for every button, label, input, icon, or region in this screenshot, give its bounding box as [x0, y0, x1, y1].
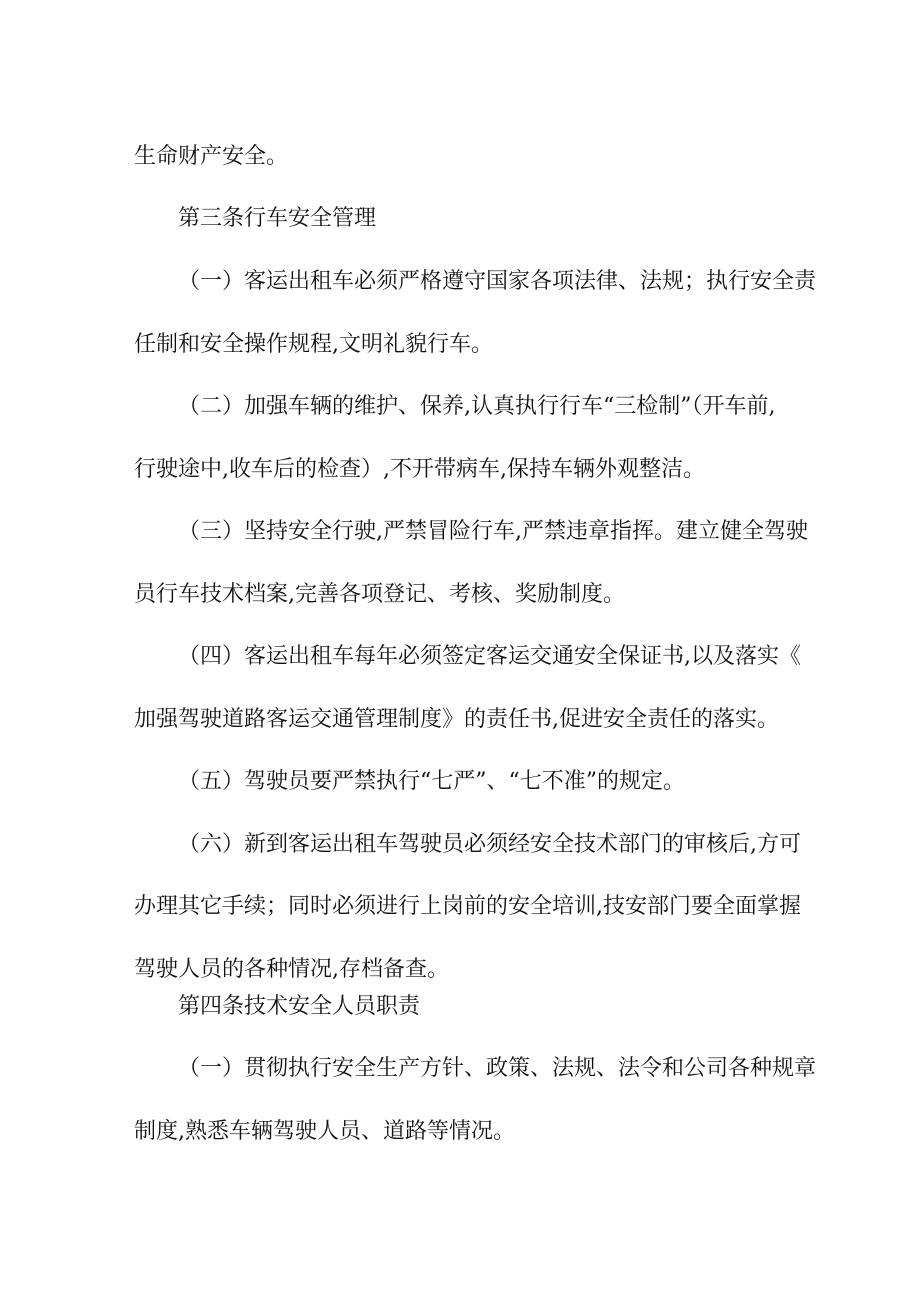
paragraph-line: （二）加强车辆的维护、保养,认真执行行车“三检制”（开车前,: [178, 394, 776, 419]
paragraph-line: 制度,熟悉车辆驾驶人员、道路等情况。: [134, 1119, 515, 1144]
section-heading: 第三条行车安全管理: [178, 206, 377, 231]
paragraph-line: 行驶途中,收车后的检查）,不开带病车,保持车辆外观整洁。: [134, 457, 705, 482]
paragraph-line: （四）客运出租车每年必须签定客运交通安全保证书,以及落实《: [178, 644, 801, 669]
section-heading: 第四条技术安全人员职责: [178, 994, 421, 1019]
paragraph-line: 加强驾驶道路客运交通管理制度》的责任书,促进安全责任的落实。: [134, 707, 779, 732]
paragraph-line: （一）客运出租车必须严格遵守国家各项法律、法规；执行安全责: [178, 269, 817, 294]
paragraph-line: 驾驶人员的各种情况,存档备查。: [134, 957, 449, 982]
paragraph-line: （五）驾驶员要严禁执行“七严”、“七不准”的规定。: [178, 769, 685, 794]
paragraph-line: （六）新到客运出租车驾驶员必须经安全技术部门的审核后,方可: [178, 832, 801, 857]
paragraph-line: （三）坚持安全行驶,严禁冒险行车,严禁违章指挥。建立健全驾驶: [178, 519, 808, 544]
paragraph-line: 任制和安全操作规程,文明礼貌行车。: [134, 332, 493, 357]
paragraph-line: （一）贯彻执行安全生产方针、政策、法规、法令和公司各种规章: [178, 1056, 817, 1081]
paragraph-line: 员行车技术档案,完善各项登记、考核、奖励制度。: [134, 582, 625, 607]
paragraph-line: 生命财产安全。: [134, 144, 289, 169]
paragraph-line: 办理其它手续；同时必须进行上岗前的安全培训,技安部门要全面掌握: [134, 894, 801, 919]
